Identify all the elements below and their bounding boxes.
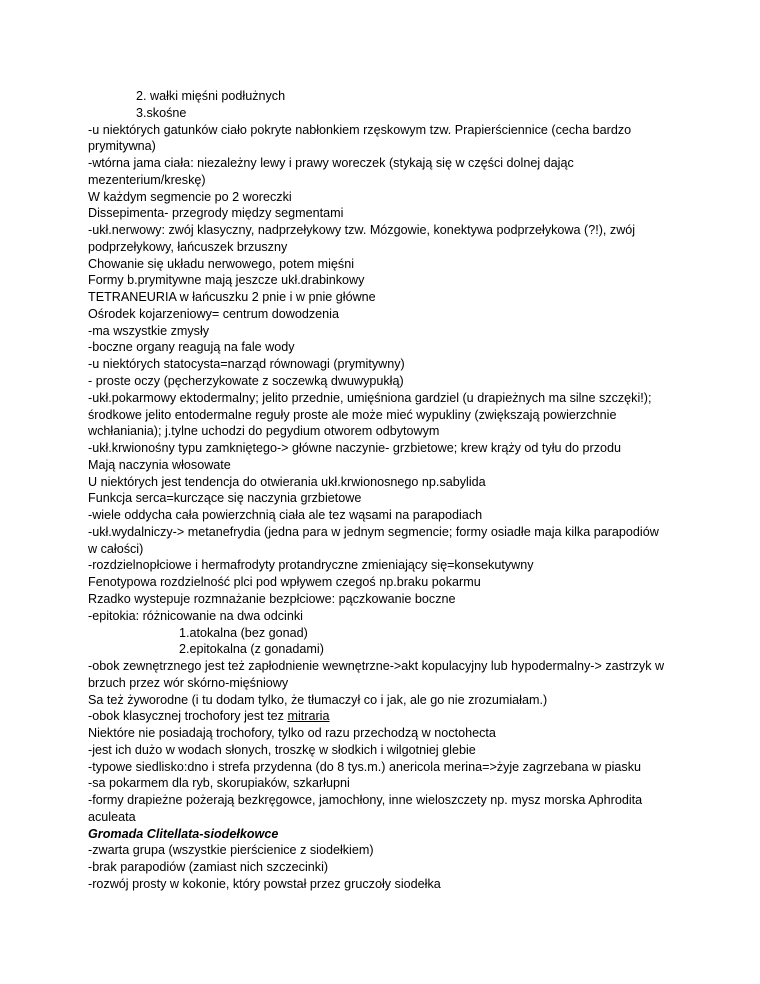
text-line: -zwarta grupa (wszystkie pierścienice z siodełkiem) [88, 843, 374, 858]
text-line: -sa pokarmem dla ryb, skorupiaków, szkarłupni [88, 776, 350, 791]
underlined-term: mitraria [287, 709, 330, 724]
text-line: Ośrodek kojarzeniowy= centrum dowodzenia [88, 306, 339, 321]
text-line: -boczne organy reagują na fale wody [88, 340, 295, 355]
text-line: -typowe siedlisko:dno i strefa przydenna (do 8 tys.m.) anericola merina=>żyje zagrzebana w piasku [88, 759, 641, 774]
text-line: -epitokia: różnicowanie na dwa odcinki [88, 608, 303, 623]
text-line: -rozwój prosty w kokonie, który powstał przez gruczoły siodełka [88, 876, 441, 891]
text-line: Sa też żyworodne (i tu dodam tylko, że tłumaczył co i jak, ale go nie zrozumiałam.) [88, 692, 548, 707]
text-line: Formy b.prymitywne mają jeszcze ukł.drabinkowy [88, 273, 365, 288]
text-line: -ma wszystkie zmysły [88, 323, 210, 338]
text-line: mezenterium/kreskę) [88, 172, 206, 187]
text-line: Funkcja serca=kurczące się naczynia grzbietowe [88, 491, 362, 506]
text-line [88, 708, 688, 725]
text-line: -ukł.wydalniczy-> metanefrydia (jedna para w jednym segmencie; formy osiadłe maja kilka parapodiów [88, 524, 659, 539]
text-line: -ukł.krwionośny typu zamkniętego-> główne naczynie- grzbietowe; krew krąży od tyłu do przodu [88, 441, 622, 456]
text-line: -brak parapodiów (zamiast nich szczecinki) [88, 860, 329, 875]
text-line: -u niektórych gatunków ciało pokryte nabłonkiem rzęskowym tzw. Prapierściennice (cecha bardzo [88, 122, 632, 137]
text-line: podprzełykowy, łańcuszek brzuszny [88, 239, 288, 254]
section-heading: Gromada Clitellata-siodełkowce [88, 826, 279, 841]
text-line: Rzadko wystepuje rozmnażanie bezpłciowe: pączkowanie boczne [88, 591, 456, 606]
text-line: - proste oczy (pęcherzykowate z soczewką dwuwypukłą) [88, 374, 404, 389]
text-line: Dissepimenta- przegrody między segmentami [88, 206, 344, 221]
text-line: brzuch przez wór skórno-mięśniowy [88, 675, 289, 690]
text-line: -ukł.pokarmowy ektodermalny; jelito przednie, umięśniona gardziel (u drapieżnych ma silne szczęki!); [88, 390, 652, 405]
text-line: -ukł.nerwowy: zwój klasyczny, nadprzełykowy tzw. Mózgowie, konektywa podprzełykowa (?!), zwój [88, 223, 636, 238]
text-line: aculeata [88, 809, 136, 824]
text-line: -jest ich dużo w wodach słonych, troszkę w słodkich i wilgotniej glebie [88, 742, 476, 757]
list-item: 1.atokalna (bez gonad) [179, 625, 308, 640]
text-line: -wtórna jama ciała: niezależny lewy i prawy woreczek (stykają się w części dolnej dając [88, 156, 574, 171]
list-item: 3.skośne [136, 105, 187, 120]
list-item: 2.epitokalna (z gonadami) [179, 642, 324, 657]
text-line: -formy drapieżne pożerają bezkręgowce, jamochłony, inne wieloszczety np. mysz morska Aphrodita [88, 793, 643, 808]
text-line: U niektórych jest tendencja do otwierania ukł.krwionosnego np.sabylida [88, 474, 486, 489]
text-line: w całości) [88, 541, 144, 556]
text-line: wchłaniania); j.tylne uchodzi do pegydium otworem odbytowym [88, 424, 440, 439]
text-line: W każdym segmencie po 2 woreczki [88, 189, 292, 204]
text-line: Mają naczynia włosowate [88, 457, 231, 472]
document-page [88, 88, 688, 893]
text-line: Niektóre nie posiadają trochofory, tylko od razu przechodzą w noctohecta [88, 726, 496, 741]
text-line: środkowe jelito entodermalne reguły proste ale może mieć wypukliny (zwiększają powierzchnie [88, 407, 617, 422]
text-line: -rozdzielnopłciowe i hermafrodyty protandryczne zmieniający się=konsekutywny [88, 558, 534, 573]
text-span: -obok klasycznej trochofory jest tez [88, 709, 288, 724]
text-line: -wiele oddycha cała powierzchnią ciała ale tez wąsami na parapodiach [88, 508, 483, 523]
text-line: TETRANEURIA w łańcuszku 2 pnie i w pnie główne [88, 290, 376, 305]
text-line: -u niektórych statocysta=narząd równowagi (prymitywny) [88, 357, 405, 372]
text-line: Fenotypowa rozdzielność plci pod wpływem czegoś np.braku pokarmu [88, 575, 481, 590]
text-line: Chowanie się układu nerwowego, potem mięśni [88, 256, 355, 271]
list-item: 2. wałki mięśni podłużnych [136, 89, 286, 103]
text-line: -obok zewnętrznego jest też zapłodnienie wewnętrzne->akt kopulacyjny lub hypodermalny-> zastrzyk w [88, 659, 665, 674]
text-line: prymitywna) [88, 139, 156, 154]
